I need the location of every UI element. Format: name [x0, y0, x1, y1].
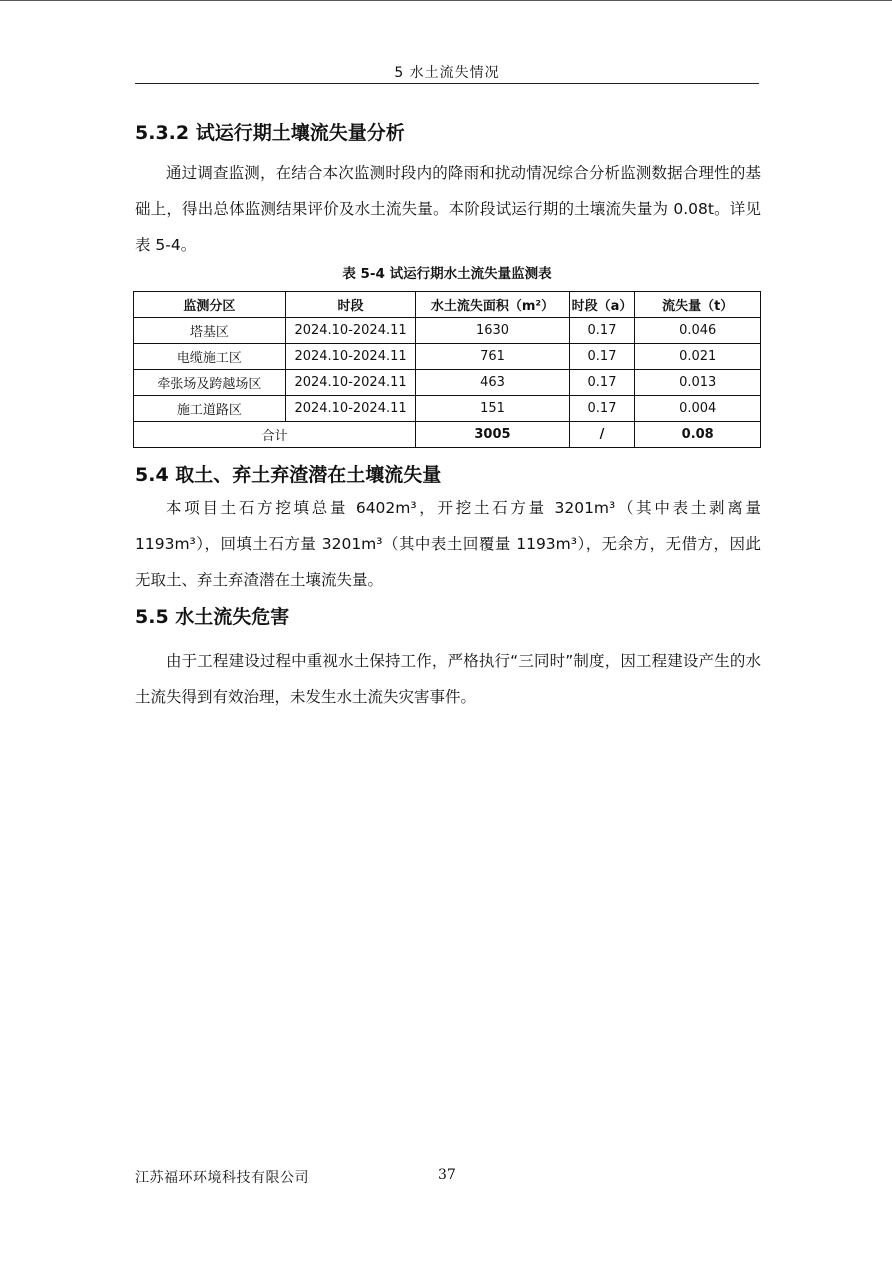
table-cell: 0.17 [569, 318, 635, 344]
page-top-border [0, 0, 892, 1]
soil-loss-table [133, 291, 761, 448]
section-heading-5-3-2: 5.3.2 试运行期土壤流失量分析 [135, 122, 405, 144]
section-heading-5-4: 5.4 取土、弃土弃渣潜在土壤流失量 [135, 464, 442, 486]
table-header-cell: 监测分区 [134, 292, 286, 318]
table-row [134, 318, 761, 344]
table-cell: 牵张场及跨越场区 [134, 370, 286, 396]
table-cell: 塔基区 [134, 318, 286, 344]
table-header-cell: 时段 [285, 292, 416, 318]
table-cell: 2024.10-2024.11 [285, 370, 416, 396]
table-cell: 电缆施工区 [134, 344, 286, 370]
table-cell: 2024.10-2024.11 [285, 318, 416, 344]
total-loss-cell: 0.08 [635, 422, 761, 448]
table-cell: 0.013 [635, 370, 761, 396]
total-period-cell: / [569, 422, 635, 448]
footer-company-name: 江苏福环环境科技有限公司 [135, 1170, 309, 1186]
table-cell: 0.17 [569, 370, 635, 396]
table-cell: 151 [416, 396, 569, 422]
total-label-cell: 合计 [134, 422, 416, 448]
table-total-row [134, 422, 761, 448]
total-area-cell: 3005 [416, 422, 569, 448]
table-row [134, 344, 761, 370]
section-5-4-paragraph: 本项目土石方挖填总量 6402m³，开挖土石方量 3201m³（其中表土剥离量 1193m³），回填土石方量 3201m³（其中表土回覆量 1193m³），无余方，无借方，因此无取土、弃土弃渣潜在土壤流失量。 [135, 499, 761, 589]
section-heading-5-5: 5.5 水土流失危害 [135, 606, 290, 628]
section-5-3-2-paragraph: 通过调查监测，在结合本次监测时段内的降雨和扰动情况综合分析监测数据合理性的基础上，得出总体监测结果评价及水土流失量。本阶段试运行期的土壤流失量为 0.08t。详见表 5-4。 [135, 164, 761, 254]
table-header-row [134, 292, 761, 318]
table-header-cell: 时段（a） [569, 292, 635, 318]
table-header-cell: 水土流失面积（m²） [416, 292, 569, 318]
table-cell: 1630 [416, 318, 569, 344]
table-header-cell: 流失量（t） [635, 292, 761, 318]
table-cell: 2024.10-2024.11 [285, 344, 416, 370]
table-cell: 463 [416, 370, 569, 396]
page-number: 37 [438, 1167, 456, 1183]
table-cell: 0.004 [635, 396, 761, 422]
header-divider [135, 83, 759, 84]
table-cell: 0.17 [569, 396, 635, 422]
section-5-5-paragraph: 由于工程建设过程中重视水土保持工作，严格执行“三同时”制度，因工程建设产生的水土流失得到有效治理，未发生水土流失灾害事件。 [135, 652, 761, 706]
table-cell: 761 [416, 344, 569, 370]
table-cell: 0.17 [569, 344, 635, 370]
table-caption: 表 5-4 试运行期水土流失量监测表 [342, 266, 552, 282]
table-cell: 0.021 [635, 344, 761, 370]
table-cell: 施工道路区 [134, 396, 286, 422]
running-header: 5 水土流失情况 [394, 65, 500, 81]
table-cell: 0.046 [635, 318, 761, 344]
table-row [134, 396, 761, 422]
table-cell: 2024.10-2024.11 [285, 396, 416, 422]
table-row [134, 370, 761, 396]
